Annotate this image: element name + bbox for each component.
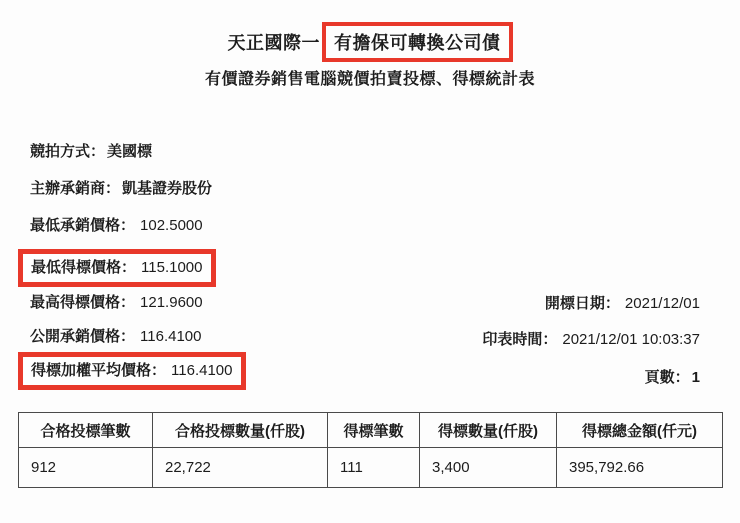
field-value: 116.4100 [171, 362, 233, 379]
field-weighted-avg-winning-price-highlighted [18, 352, 246, 390]
colon: ： [120, 217, 136, 234]
field-value: 2021/12/01 10:03:37 [562, 331, 700, 348]
field-label: 最高得標價格 [30, 294, 121, 311]
cell-winning-total-amount: 395,792.66 [557, 448, 723, 488]
field-label: 競拍方式 [30, 143, 91, 160]
field-label: 印表時間 [482, 331, 543, 348]
field-min-underwriting-price [30, 216, 203, 236]
colon: ： [151, 362, 167, 379]
document-subtitle: 有價證券銷售電腦競價拍賣投標、得標統計表 [204, 71, 535, 88]
header-winning-bid-count: 得標筆數 [328, 413, 420, 448]
header-winning-total-amount: 得標總金額(仟元) [557, 413, 723, 448]
title-prefix: 天正國際一 [227, 33, 320, 53]
header-valid-bid-count: 合格投標筆數 [19, 413, 153, 448]
colon: ： [105, 180, 121, 197]
field-auction-method [30, 142, 152, 162]
field-label: 頁數 [644, 369, 675, 386]
field-label: 開標日期 [544, 295, 605, 312]
colon: ： [674, 369, 690, 386]
header-valid-bid-quantity: 合格投標數量(仟股) [153, 413, 328, 448]
field-label: 得標加權平均價格 [31, 362, 152, 379]
field-label: 最低承銷價格 [30, 217, 121, 234]
field-lowest-winning-price-highlighted [18, 249, 216, 287]
field-value: 115.1000 [141, 259, 203, 276]
statistics-table [18, 412, 723, 488]
table-row [19, 448, 723, 488]
field-label: 主辦承銷商 [30, 180, 106, 197]
colon: ： [90, 143, 106, 160]
cell-valid-bid-count: 912 [19, 448, 153, 488]
field-value: 1 [691, 369, 700, 386]
colon: ： [121, 259, 137, 276]
title-highlight-text: 有擔保可轉換公司債 [334, 33, 501, 53]
field-value: 116.4100 [140, 328, 202, 345]
field-page-number [645, 368, 700, 388]
document-title [0, 22, 740, 62]
colon: ： [120, 328, 136, 345]
table-header-row [19, 413, 723, 448]
field-lead-underwriter [30, 179, 212, 199]
header-winning-quantity: 得標數量(仟股) [420, 413, 557, 448]
cell-winning-bid-count: 111 [328, 448, 420, 488]
cell-winning-quantity: 3,400 [420, 448, 557, 488]
field-print-time [482, 330, 700, 350]
field-value: 102.5000 [140, 217, 203, 234]
colon: ： [120, 294, 136, 311]
field-highest-winning-price [30, 293, 203, 313]
field-value: 凱基證券股份 [122, 180, 213, 197]
field-public-offering-price [30, 327, 201, 347]
title-highlight-box [322, 22, 513, 62]
colon: ： [604, 295, 620, 312]
field-label: 最低得標價格 [31, 259, 122, 276]
field-value: 121.9600 [140, 294, 203, 311]
field-value: 美國標 [107, 143, 153, 160]
field-label: 公開承銷價格 [30, 328, 121, 345]
cell-valid-bid-quantity: 22,722 [153, 448, 328, 488]
field-value: 2021/12/01 [624, 295, 700, 312]
colon: ： [542, 331, 558, 348]
field-opening-date [545, 294, 700, 314]
